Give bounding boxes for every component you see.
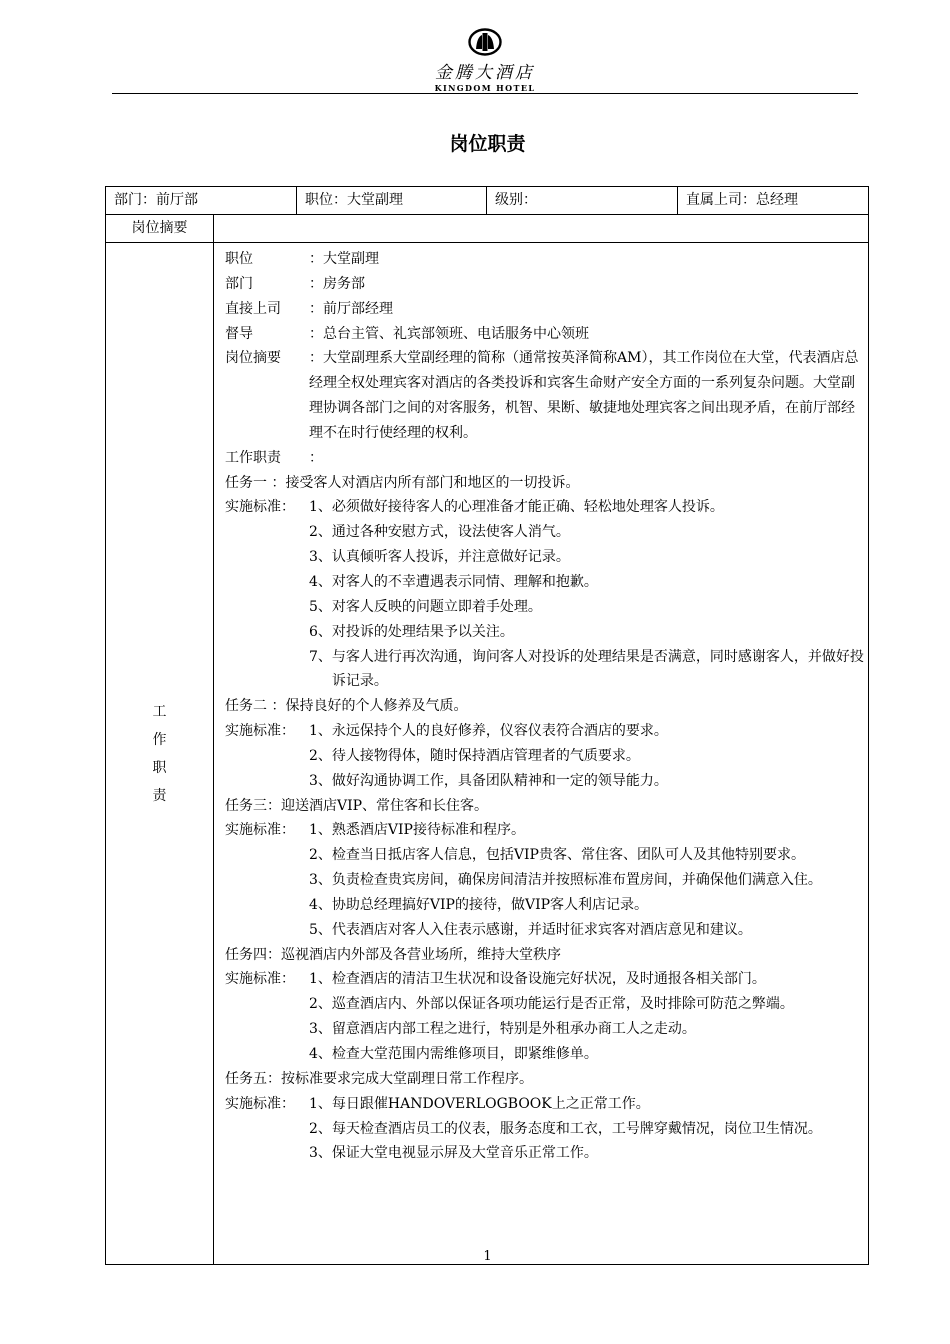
- standard-prefix: 实施标准：: [225, 822, 295, 839]
- profile-row: [225, 446, 864, 471]
- standard-prefix: [225, 1042, 309, 1067]
- profile-value: ：大堂副理: [309, 251, 379, 267]
- task-title: 任务一 ：接受客人对酒店内所有部门和地区的一切投诉。: [225, 474, 580, 491]
- profile-row: [225, 297, 864, 322]
- duties-content: [214, 243, 869, 1265]
- standard-item: [225, 545, 864, 570]
- profile-row: [225, 247, 864, 272]
- duties-side-label: [106, 243, 214, 1265]
- standard-prefix: [225, 1017, 309, 1042]
- standard-item: [225, 520, 864, 545]
- standard-number: 3、: [309, 772, 332, 789]
- hotel-emblem-icon: [468, 28, 502, 56]
- profile-value: ：前厅部经理: [309, 300, 393, 317]
- standard-text: 保证大堂电视显示屏及大堂音乐正常工作。: [331, 1145, 598, 1162]
- profile-key: 职位: [225, 251, 253, 267]
- standard-item: [225, 570, 864, 595]
- standard-item: [225, 967, 864, 992]
- profile-value: ：房务部: [309, 275, 365, 292]
- standard-number: 4、: [309, 896, 332, 913]
- standard-item: [225, 495, 864, 520]
- hotel-logo: [420, 28, 550, 93]
- standard-prefix: [225, 918, 309, 943]
- standard-text: 对投诉的处理结果予以关注。: [331, 623, 514, 640]
- standard-prefix: [225, 893, 309, 918]
- standard-text: 对客人反映的问题立即着手处理。: [331, 598, 542, 615]
- standard-text: 待人接物得体，随时保持酒店管理者的气质要求。: [331, 747, 640, 764]
- profile-row: [225, 272, 864, 297]
- standard-prefix: [225, 595, 309, 620]
- standard-prefix: [225, 868, 309, 893]
- standard-item: [225, 645, 864, 695]
- standard-item: [225, 1017, 864, 1042]
- task-title: 任务三：迎送酒店VIP、常住客和长住客。: [225, 797, 489, 814]
- standard-number: 2、: [309, 996, 332, 1013]
- standard-number: 1、: [309, 822, 332, 839]
- standard-text: 通过各种安慰方式，设法使客人消气。: [331, 524, 570, 541]
- standard-item: [225, 744, 864, 769]
- standard-text: 与客人进行再次沟通，询问客人对投诉的处理结果是否满意，同时感谢客人，并做好投诉记录。: [331, 648, 864, 690]
- standard-text: 每天检查酒店员工的仪表，服务态度和工衣，工号牌穿戴情况，岗位卫生情况。: [331, 1120, 822, 1137]
- standard-prefix: 实施标准：: [225, 1095, 295, 1112]
- standard-item: [225, 893, 864, 918]
- standard-number: 1、: [309, 499, 332, 516]
- summary-value: [214, 215, 869, 243]
- standard-prefix: [225, 843, 309, 868]
- standard-number: 2、: [309, 1120, 332, 1137]
- profile-key: 督导: [225, 325, 253, 342]
- standard-item: [225, 1092, 864, 1117]
- standard-item: [225, 818, 864, 843]
- level-cell: 级别：: [487, 187, 678, 215]
- standard-number: 4、: [309, 573, 332, 590]
- standard-item: [225, 1117, 864, 1142]
- standard-number: 1、: [309, 971, 332, 988]
- profile-row: [225, 322, 864, 347]
- standard-text: 负责检查贵宾房间，确保房间清洁并按照标准布置房间，并确保他们满意入住。: [331, 872, 822, 889]
- page-number: 1: [483, 1249, 492, 1264]
- standard-number: 5、: [309, 921, 332, 938]
- standard-prefix: [225, 1117, 309, 1142]
- standard-number: 6、: [309, 623, 332, 640]
- standard-item: [225, 719, 864, 744]
- standard-number: 4、: [309, 1046, 332, 1062]
- profile-key: 岗位摘要: [225, 350, 281, 367]
- job-description-table: [105, 186, 869, 1265]
- standard-text: 对客人的不幸遭遇表示同情、理解和抱歉。: [331, 573, 598, 590]
- side-char: 作: [152, 731, 167, 748]
- standard-text: 做好沟通协调工作，具备团队精神和一定的领导能力。: [331, 772, 668, 789]
- standard-number: 2、: [309, 524, 332, 541]
- standard-prefix: [225, 744, 309, 769]
- standard-prefix: [225, 645, 309, 695]
- standard-text: 检查大堂范围内需维修项目，即紧维修单。: [331, 1046, 598, 1062]
- standard-text: 永远保持个人的良好修养，仪容仪表符合酒店的要求。: [331, 723, 668, 740]
- standard-item: [225, 868, 864, 893]
- header-rule: [112, 93, 858, 94]
- standard-number: 2、: [309, 847, 332, 864]
- profile-value: ：大堂副理系大堂副经理的简称（通常按英泽简称AM），其工作岗位在大堂，代表酒店总经理全权处理宾客对酒店的各类投诉和宾客生命财产安全方面的一系列复杂问题。大堂副理协调各部门之间的对客服务，机智、果断、敏捷地处理宾客之间出现矛盾，在前厅部经理不在时行使经理的权利。: [309, 350, 859, 441]
- standard-number: 2、: [309, 747, 332, 764]
- standard-item: [225, 620, 864, 645]
- standard-text: 协助总经理搞好VIP的接待，做VIP客人利店记录。: [331, 896, 649, 913]
- standard-prefix: 实施标准：: [225, 499, 295, 516]
- standard-text: 必须做好接待客人的心理准备才能正确、轻松地处理客人投诉。: [331, 499, 724, 516]
- standard-item: [225, 992, 864, 1017]
- standard-text: 检查酒店的清洁卫生状况和设备设施完好状况，及时通报各相关部门。: [331, 971, 766, 988]
- standard-number: 3、: [309, 1145, 332, 1162]
- standard-prefix: [225, 620, 309, 645]
- standard-number: 7、: [309, 648, 332, 665]
- task-title: 任务二 ：保持良好的个人修养及气质。: [225, 698, 468, 715]
- profile-row: [225, 346, 864, 445]
- standard-text: 熟悉酒店VIP接待标准和程序。: [331, 822, 525, 839]
- standard-item: [225, 1141, 864, 1166]
- standard-number: 3、: [309, 549, 332, 566]
- standard-item: [225, 595, 864, 620]
- standard-text: 认真倾听客人投诉，并注意做好记录。: [331, 549, 570, 566]
- side-char: 职: [152, 759, 167, 776]
- standard-item: [225, 1042, 864, 1067]
- standard-prefix: [225, 769, 309, 794]
- standard-number: 1、: [309, 723, 332, 740]
- standard-number: 3、: [309, 1021, 332, 1038]
- standard-item: [225, 769, 864, 794]
- standard-prefix: [225, 992, 309, 1017]
- task-title: 任务五：按标准要求完成大堂副理日常工作程序。: [225, 1070, 533, 1087]
- standard-number: 1、: [309, 1095, 332, 1112]
- logo-chinese-name: 金腾大酒店: [435, 63, 535, 83]
- profile-value: ：: [309, 449, 323, 466]
- standard-text: 每日跟催HANDOVERLOGBOOK上之正常工作。: [331, 1095, 650, 1112]
- task-title: 任务四：巡视酒店内外部及各营业场所，维持大堂秩序: [225, 946, 561, 963]
- profile-value: ：总台主管、礼宾部领班、电话服务中心领班: [309, 325, 589, 342]
- standard-prefix: [225, 520, 309, 545]
- standard-item: [225, 843, 864, 868]
- profile-key: 直接上司: [225, 300, 281, 317]
- page-title: 岗位职责: [449, 133, 526, 155]
- standard-number: 3、: [309, 872, 332, 889]
- standard-text: 检查当日抵店客人信息，包括VIP贵客、常住客、团队可人及其他特别要求。: [331, 847, 805, 864]
- profile-list: [225, 247, 864, 471]
- position-cell: 职位：大堂副理: [297, 187, 487, 215]
- logo-english-name: KINGDOM HOTEL: [434, 83, 536, 93]
- side-char: 工: [152, 703, 167, 720]
- profile-key: 部门: [225, 275, 253, 292]
- standard-text: 巡查酒店内、外部以保证各项功能运行是否正常，及时排除可防范之弊端。: [331, 996, 794, 1013]
- department-cell: 部门：前厅部: [106, 187, 297, 215]
- standard-prefix: [225, 545, 309, 570]
- standard-prefix: 实施标准：: [225, 971, 295, 988]
- standard-number: 5、: [309, 598, 332, 615]
- standard-prefix: [225, 570, 309, 595]
- side-char: 责: [152, 787, 167, 804]
- standard-text: 代表酒店对客人入住表示感谢，并适时征求宾客对酒店意见和建议。: [331, 921, 752, 938]
- summary-label: 岗位摘要: [106, 215, 214, 243]
- standard-text: 留意酒店内部工程之进行，特别是外租承办商工人之走动。: [331, 1021, 696, 1038]
- standard-prefix: 实施标准：: [225, 723, 295, 740]
- task-list: [225, 471, 864, 1167]
- superior-cell: 直属上司：总经理: [678, 187, 869, 215]
- standard-item: [225, 918, 864, 943]
- standard-prefix: [225, 1141, 309, 1166]
- profile-key: 工作职责: [225, 449, 281, 466]
